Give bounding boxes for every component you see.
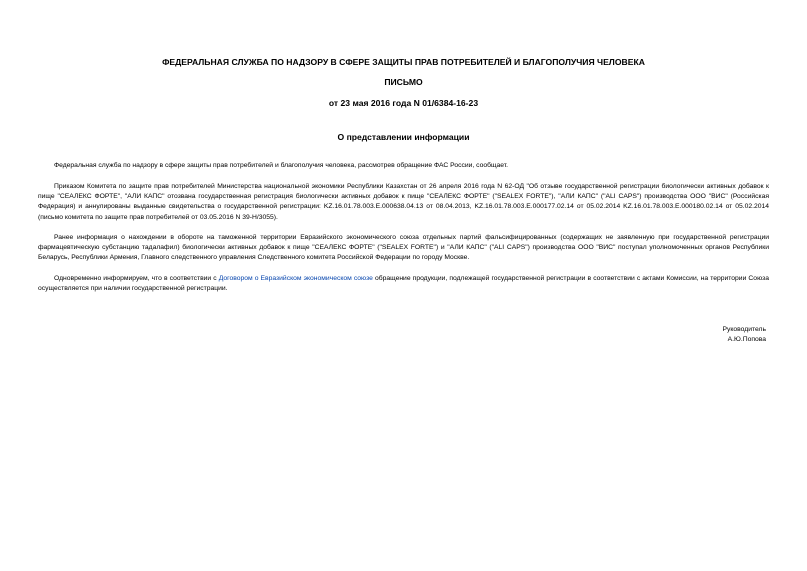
- document-date-number: от 23 мая 2016 года N 01/6384-16-23: [328, 98, 479, 108]
- paragraph-treaty: [38, 274, 769, 294]
- eaeu-treaty-link[interactable]: Договором о Евразийском экономическом союзе: [218, 275, 373, 282]
- signatory-role: Руководитель: [722, 326, 766, 333]
- agency-heading: ФЕДЕРАЛЬНАЯ СЛУЖБА ПО НАДЗОРУ В СФЕРЕ ЗАЩИТЫ ПРАВ ПОТРЕБИТЕЛЕЙ И БЛАГОПОЛУЧИЯ ЧЕЛОВЕКА: [162, 57, 645, 67]
- paragraph-treaty-text-start: Одновременно информируем, что в соответствии с: [54, 275, 219, 282]
- signatory-name: А.Ю.Попова: [727, 336, 766, 343]
- paragraph-intro: Федеральная служба по надзору в сфере защиты прав потребителей и благополучия человека, рассмотрев обращение ФАС России, сообщает.: [54, 162, 509, 169]
- paragraph-prior-info: Ранее информация о нахождении в обороте на таможенной территории Евразийского экономического союза отдельных партий фальсифицированных (содержащих не заявленную при государственной регистрации фармацевтическую субстанцию тадалафил) биологически активных добавок к пище "СЕАЛЕКС ФОРТЕ" ("SEALEX FORTE") и "АЛИ КАПС" ("ALI CAPS") производства ООО "ВИС" поступал уполномоченных органов Республики Беларусь, Республики Армения, Главного следственного управления Следственного комитета Российской Федерации по городу Москве.: [38, 234, 769, 262]
- paragraph-order: Приказом Комитета по защите прав потребителей Министерства национальной экономики Республики Казахстан от 26 апреля 2016 года N 62-ОД "Об отзыве государственной регистрации биологически активных добавок к пище "СЕАЛЕКС ФОРТЕ", "АЛИ КАПС" отозвана государственная регистрация биологически активных добавок к пище "СЕАЛЕКС ФОРТЕ" ("SEALEX FORTE"), "АЛИ КАПС" ("ALI CAPS") производства ООО "ВИС" (Российская Федерация) и аннулированы выданные свидетельства о государственной регистрации: KZ.16.01.78.003.Е.000638.04.13 от 08.04.2013, KZ.16.01.78.003.Е.000177.02.14 от 05.02.2014 KZ.16.01.78.003.Е.000180.02.14 от 05.02.2014 (письмо комитета по защите прав потребителей от 03.05.2016 N 39-Н/3055).: [38, 183, 769, 221]
- document-type: ПИСЬМО: [384, 77, 423, 87]
- paragraph-treaty-text-end: обращение продукции, подлежащей государственной регистрации в соответствии с актами Комиссии, на территории Союза осуществляется при наличии государственной регистрации.: [38, 275, 769, 293]
- document-title: О представлении информации: [337, 132, 470, 142]
